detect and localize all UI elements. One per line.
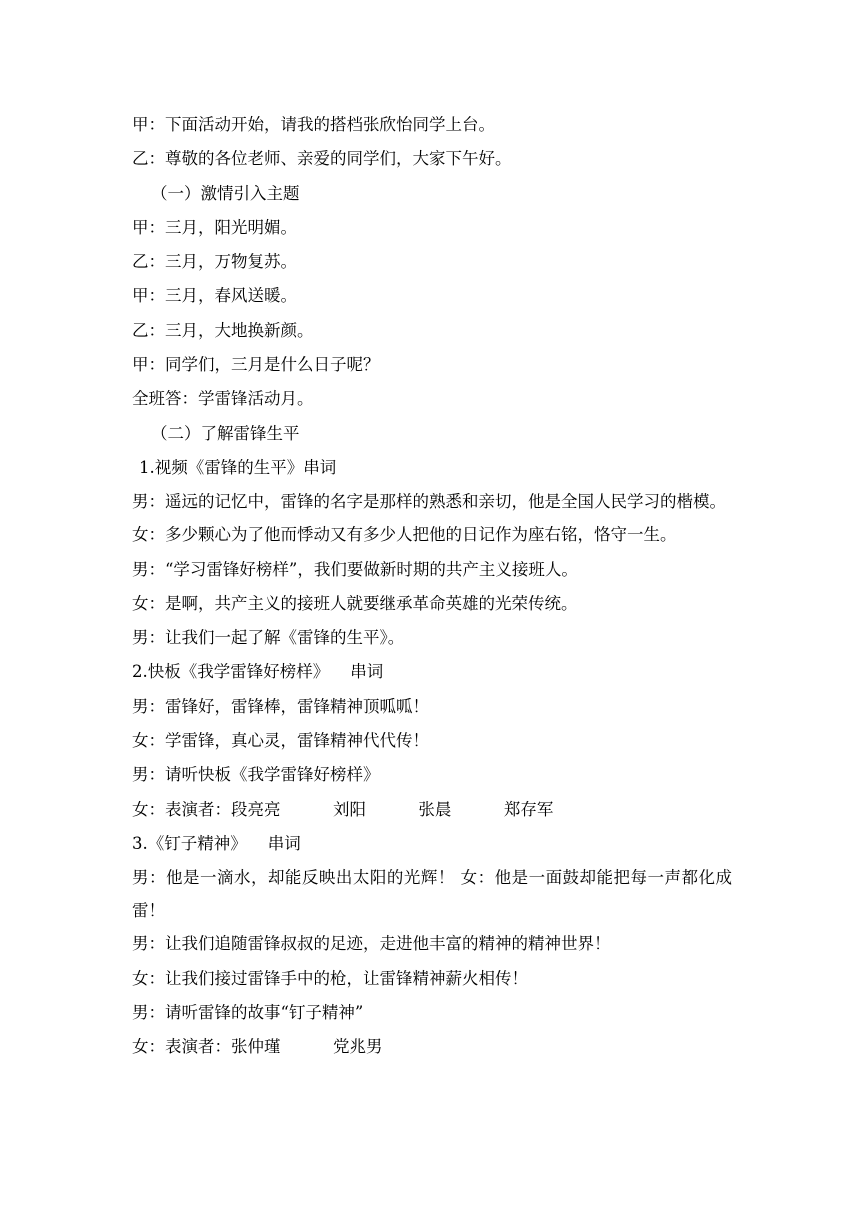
dialogue-paragraph: 男：他是一滴水，却能反映出太阳的光辉！ 女：他是一面鼓却能把每一声都化成雷！ <box>132 868 732 921</box>
performer-list: 女：表演者：张仲瑾 党兆男 <box>132 1037 383 1057</box>
performer-list: 女：表演者：段亮亮 刘阳 张晨 郑存军 <box>132 799 554 819</box>
dialogue-line: 甲：下面活动开始，请我的搭档张欣怡同学上台。 <box>132 115 495 134</box>
dialogue-line: 男：让我们追随雷锋叔叔的足迹，走进他丰富的精神的精神世界！ <box>132 934 611 954</box>
subsection-heading: 2.快板《我学雷锋好榜样》 串词 <box>132 662 384 682</box>
dialogue-line: 乙：三月，万物复苏。 <box>132 252 297 272</box>
section-heading: （二）了解雷锋生平 <box>151 423 300 443</box>
dialogue-line: 女：是啊，共产主义的接班人就要继承革命英雄的光荣传统。 <box>132 593 578 613</box>
dialogue-line: 女：多少颗心为了他而悸动又有多少人把他的日记作为座右铭，恪守一生。 <box>132 525 677 545</box>
dialogue-line: 乙：三月，大地换新颜。 <box>132 320 314 340</box>
dialogue-line: 甲：三月，阳光明媚。 <box>132 217 297 237</box>
subsection-heading: 1.视频《雷锋的生平》串词 <box>139 457 337 477</box>
dialogue-line: 男：雷锋好，雷锋棒，雷锋精神顶呱呱！ <box>132 696 429 716</box>
dialogue-line: 男：“学习雷锋好榜样”，我们要做新时期的共产主义接班人。 <box>132 559 578 579</box>
dialogue-line: 全班答：学雷锋活动月。 <box>132 389 314 409</box>
document-body <box>132 108 732 1064</box>
dialogue-line: 乙：尊敬的各位老师、亲爱的同学们，大家下午好。 <box>132 149 512 169</box>
dialogue-line: 男：请听雷锋的故事“钉子精神” <box>132 1002 364 1022</box>
section-heading: （一）激情引入主题 <box>151 183 300 203</box>
dialogue-line: 甲：三月，春风送暖。 <box>132 286 297 306</box>
dialogue-line: 女：学雷锋，真心灵，雷锋精神代代传！ <box>132 731 429 751</box>
subsection-heading: 3.《钉子精神》 串词 <box>132 833 301 853</box>
dialogue-line: 甲：同学们，三月是什么日子呢？ <box>132 355 380 375</box>
dialogue-line: 男：让我们一起了解《雷锋的生平》。 <box>132 628 405 648</box>
dialogue-line: 男：请听快板《我学雷锋好榜样》 <box>132 765 380 785</box>
dialogue-paragraph: 男：遥远的记忆中，雷锋的名字是那样的熟悉和亲切，他是全国人民学习的楷模。 <box>132 492 726 512</box>
dialogue-line: 女：让我们接过雷锋手中的枪，让雷锋精神薪火相传！ <box>132 968 528 988</box>
